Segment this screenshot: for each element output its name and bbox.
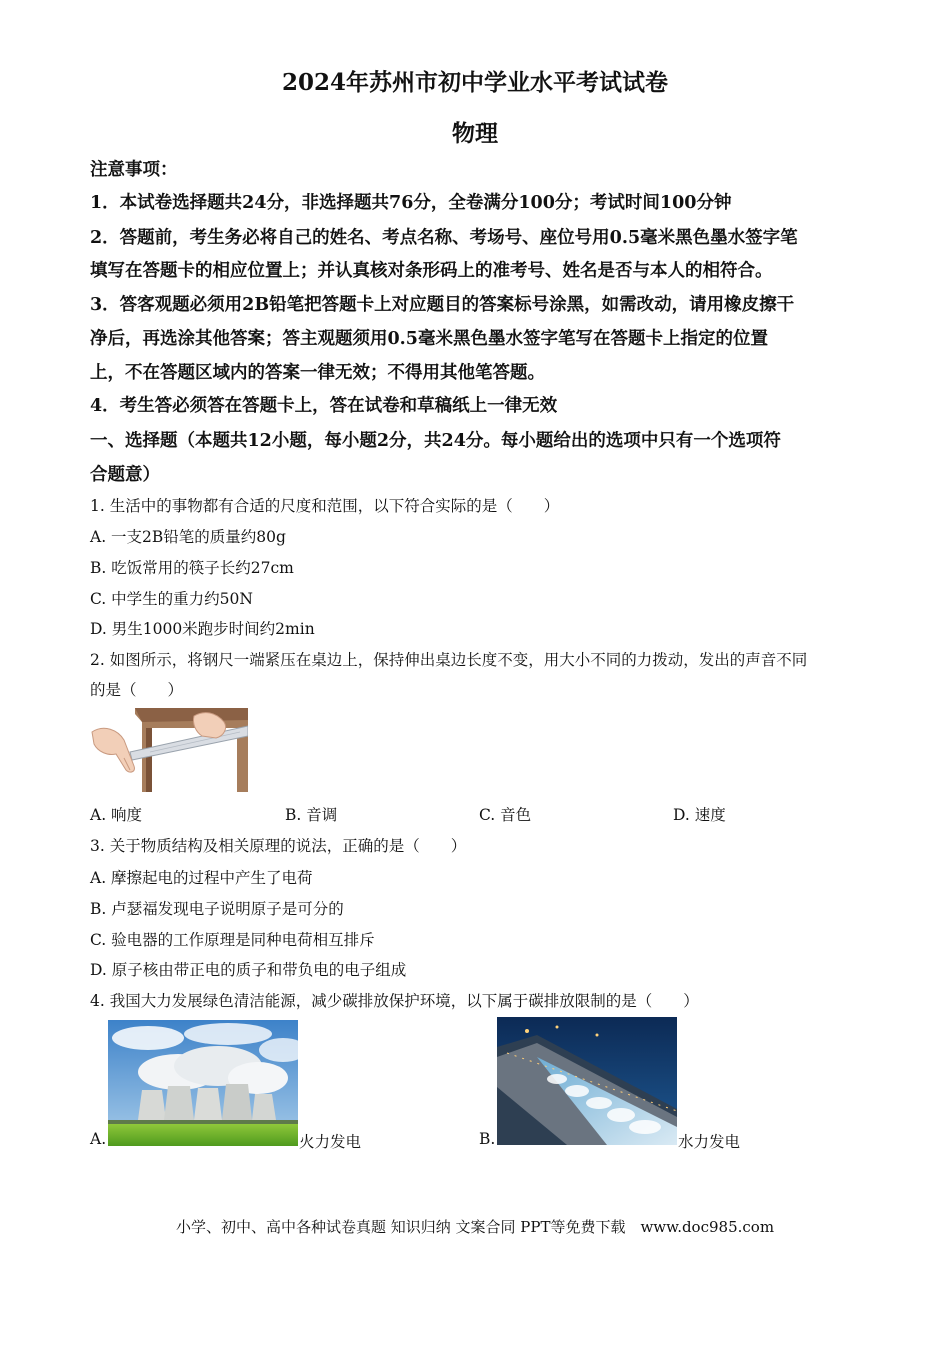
q3-option-d: D. 原子核由带正电的质子和带负电的电子组成 [90,961,407,979]
q4-option-a-label: A. [90,1130,107,1148]
q4-option-a-text: 火力发电 [299,1133,362,1151]
note-line: 填写在答题卡的相应位置上；并认真核对条形码上的准考号、姓名是否与本人的相符合。 [90,261,773,281]
notes-heading: 注意事项： [90,160,178,180]
q2-option-a: A. 响度 [90,806,143,824]
note-line: 1．本试卷选择题共24分，非选择题共76分，全卷满分100分；考试时间100分钟 [90,193,732,213]
q2-option-c: C. 音色 [479,806,532,824]
q1-option-d: D. 男生1000米跑步时间约2min [90,620,315,638]
q4-option-b-text: 水力发电 [678,1133,741,1151]
note-line: 3．答客观题必须用2B铅笔把答题卡上对应题目的答案标号涂黑，如需改动，请用橡皮擦干 [90,295,795,315]
q3-option-b: B. 卢瑟福发现电子说明原子是可分的 [90,900,344,918]
q3-stem: 3. 关于物质结构及相关原理的说法，正确的是（ ） [90,837,467,855]
thermal-power-plant-photo [108,1020,298,1146]
section-heading: 一、选择题（本题共12小题，每小题2分，共24分。每小题给出的选项中只有一个选项符 [90,431,781,451]
note-line: 4．考生答必须答在答题卡上，答在试卷和草稿纸上一律无效 [90,396,558,416]
q3-option-a: A. 摩擦起电的过程中产生了电荷 [90,869,313,887]
exam-title: 2024年苏州市初中学业水平考试试卷 [281,69,668,96]
q3-option-c: C. 验电器的工作原理是同种电荷相互排斥 [90,931,375,949]
q4-stem: 4. 我国大力发展绿色清洁能源，减少碳排放保护环境，以下属于碳排放限制的是（ ） [90,992,699,1010]
q2-option-d: D. 速度 [673,806,726,824]
q2-stem: 2. 如图所示，将钢尺一端紧压在桌边上，保持伸出桌边长度不变，用大小不同的力拨动，发出的声音不同 [90,651,808,669]
note-line: 2．答题前，考生务必将自己的姓名、考点名称、考场号、座位号用0.5毫米黑色墨水签字笔 [90,228,798,248]
q1-option-a: A. 一支2B铅笔的质量约80g [90,528,286,546]
hydropower-dam-photo [497,1017,677,1145]
note-line: 上，不在答题区域内的答案一律无效；不得用其他笔答题。 [90,363,545,383]
q4-option-b-label: B. [479,1130,496,1148]
q2-stem-cont: 的是（ ） [90,681,184,699]
page-footer: 小学、初中、高中各种试卷真题 知识归纳 文案合同 PPT等免费下载 www.doc985.com [175,1218,775,1236]
note-line: 净后，再选涂其他答案；答主观题须用0.5毫米黑色墨水签字笔写在答题卡上指定的位置 [90,329,768,349]
ruler-table-figure [90,708,248,792]
q1-option-c: C. 中学生的重力约50N [90,590,253,608]
q2-option-b: B. 音调 [285,806,338,824]
subject-title: 物理 [452,120,498,147]
q1-option-b: B. 吃饭常用的筷子长约27cm [90,559,294,577]
q1-stem: 1. 生活中的事物都有合适的尺度和范围，以下符合实际的是（ ） [90,497,560,515]
section-heading-cont: 合题意） [90,465,160,485]
